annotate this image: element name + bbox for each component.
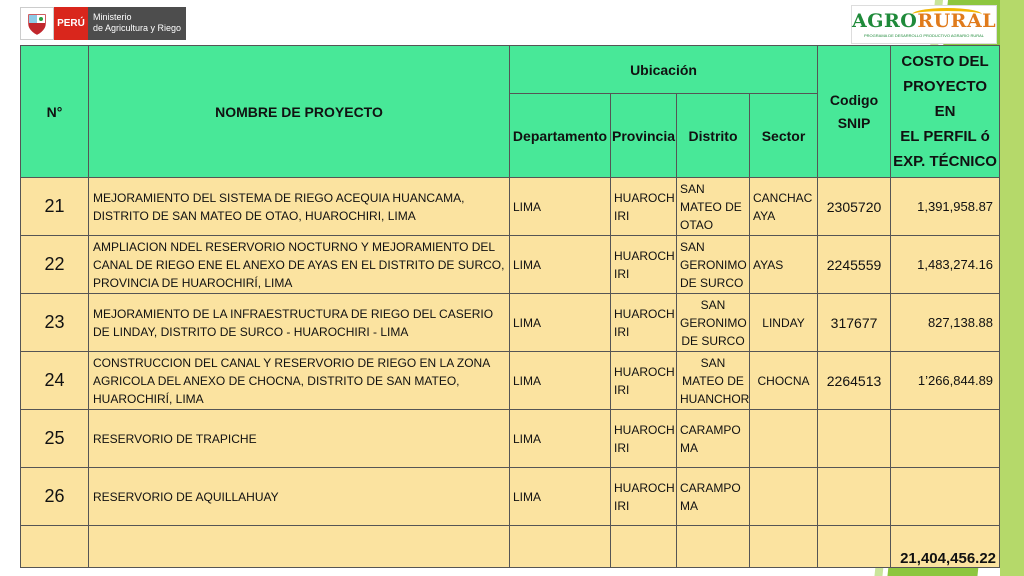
cell-district: CARAMPO MA xyxy=(677,468,750,526)
cell-department: LIMA xyxy=(510,294,611,352)
total-cost: 21,404,456.22 xyxy=(891,526,1000,568)
total-empty-cell xyxy=(677,526,750,568)
agrorural-wordmark: AGRORURAL xyxy=(852,10,997,32)
cell-snip: 2245559 xyxy=(818,236,891,294)
cell-project-name: RESERVORIO DE TRAPICHE xyxy=(89,410,510,468)
header-location: Ubicación xyxy=(510,46,818,94)
cell-cost xyxy=(891,410,1000,468)
cell-sector xyxy=(750,410,818,468)
cell-department: LIMA xyxy=(510,236,611,294)
header-sector: Sector xyxy=(750,94,818,178)
cell-province: HUAROCH IRI xyxy=(611,410,677,468)
total-empty-cell xyxy=(750,526,818,568)
cell-snip: 317677 xyxy=(818,294,891,352)
decor-stripe xyxy=(1000,0,1024,576)
cell-sector: CHOCNA xyxy=(750,352,818,410)
cell-project-name: MEJORAMIENTO DE LA INFRAESTRUCTURA DE RIEGO DEL CASERIO DE LINDAY, DISTRITO DE SURCO - HUAROCHIRI - LIMA xyxy=(89,294,510,352)
cell-num: 26 xyxy=(21,468,89,526)
cell-num: 24 xyxy=(21,352,89,410)
table-row xyxy=(21,410,1000,468)
cell-cost xyxy=(891,468,1000,526)
cell-department: LIMA xyxy=(510,178,611,236)
cell-cost: 827,138.88 xyxy=(891,294,1000,352)
cell-sector: CANCHAC AYA xyxy=(750,178,818,236)
cell-district: SAN MATEO DE HUANCHOR xyxy=(677,352,750,410)
cell-district: CARAMPO MA xyxy=(677,410,750,468)
cell-project-name: CONSTRUCCION DEL CANAL Y RESERVORIO DE RIEGO EN LA ZONA AGRICOLA DEL ANEXO DE CHOCNA, DISTRITO DE SAN MATEO, HUAROCHIRÍ, LIMA xyxy=(89,352,510,410)
header-cost: COSTO DEL PROYECTO EN EL PERFIL ó EXP. TÉCNICO xyxy=(891,46,1000,178)
table-row xyxy=(21,352,1000,410)
cell-num: 25 xyxy=(21,410,89,468)
cell-project-name: MEJORAMIENTO DEL SISTEMA DE RIEGO ACEQUIA HUANCAMA, DISTRITO DE SAN MATEO DE OTAO, HUAROCHIRI, LIMA xyxy=(89,178,510,236)
cell-province: HUAROCH IRI xyxy=(611,178,677,236)
cell-snip: 2264513 xyxy=(818,352,891,410)
agrorural-logo xyxy=(851,5,997,44)
cell-project-name: RESERVORIO DE AQUILLAHUAY xyxy=(89,468,510,526)
header-department: Departamento xyxy=(510,94,611,178)
table-row xyxy=(21,294,1000,352)
cell-sector xyxy=(750,468,818,526)
projects-table xyxy=(20,45,1000,568)
table-row xyxy=(21,178,1000,236)
cell-district: SAN GERONIMO DE SURCO xyxy=(677,236,750,294)
header-district: Distrito xyxy=(677,94,750,178)
agrorural-tagline: PROGRAMA DE DESARROLLO PRODUCTIVO AGRARIO RURAL xyxy=(863,33,985,38)
cell-num: 23 xyxy=(21,294,89,352)
cell-sector: AYAS xyxy=(750,236,818,294)
cell-district: SAN GERONIMO DE SURCO xyxy=(677,294,750,352)
cell-department: LIMA xyxy=(510,468,611,526)
cell-province: HUAROCH IRI xyxy=(611,236,677,294)
total-empty-cell xyxy=(818,526,891,568)
header-province: Provincia xyxy=(611,94,677,178)
cell-district: SAN MATEO DE OTAO xyxy=(677,178,750,236)
cell-num: 22 xyxy=(21,236,89,294)
header-snip: Codigo SNIP xyxy=(818,46,891,178)
cell-department: LIMA xyxy=(510,410,611,468)
cell-province: HUAROCH IRI xyxy=(611,352,677,410)
cell-cost: 1,391,958.87 xyxy=(891,178,1000,236)
total-row xyxy=(21,526,1000,568)
cell-num: 21 xyxy=(21,178,89,236)
table-row xyxy=(21,236,1000,294)
cell-department: LIMA xyxy=(510,352,611,410)
cell-province: HUAROCH IRI xyxy=(611,468,677,526)
cell-project-name: AMPLIACION NDEL RESERVORIO NOCTURNO Y MEJORAMIENTO DEL CANAL DE RIEGO ENE EL ANEXO DE AYAS EN EL DISTRITO DE SURCO, PROVINCIA DE HUAROCHIRÍ, LIMA xyxy=(89,236,510,294)
total-empty-cell xyxy=(89,526,510,568)
table-row xyxy=(21,468,1000,526)
cell-cost: 1,483,274.16 xyxy=(891,236,1000,294)
cell-sector: LINDAY xyxy=(750,294,818,352)
total-empty-cell xyxy=(510,526,611,568)
ministry-logo xyxy=(20,7,186,40)
cell-snip: 2305720 xyxy=(818,178,891,236)
ministry-name: Ministerio de Agricultura y Riego xyxy=(88,7,186,40)
logo-arc xyxy=(912,8,982,21)
projects-table-body xyxy=(21,178,1000,568)
peru-label: PERÚ xyxy=(54,7,88,40)
coat-of-arms-icon xyxy=(20,7,54,40)
cell-province: HUAROCH IRI xyxy=(611,294,677,352)
header-num: N° xyxy=(21,46,89,178)
cell-snip xyxy=(818,468,891,526)
total-empty-cell xyxy=(611,526,677,568)
total-empty-cell xyxy=(21,526,89,568)
cell-snip xyxy=(818,410,891,468)
cell-cost: 1’266,844.89 xyxy=(891,352,1000,410)
header-name: NOMBRE DE PROYECTO xyxy=(89,46,510,178)
